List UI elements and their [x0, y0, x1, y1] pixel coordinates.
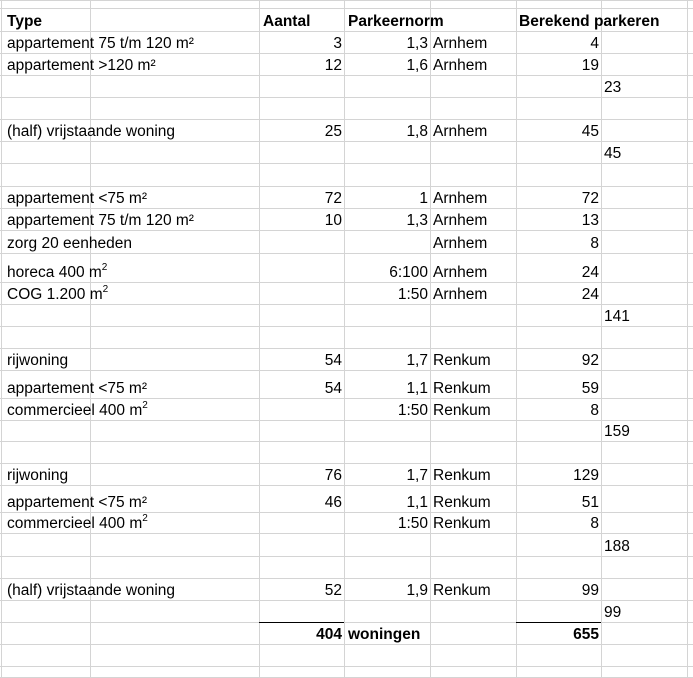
cell-berekend[interactable]: 92 [581, 351, 599, 369]
table-row [0, 485, 693, 512]
cell-gemeente[interactable]: Arnhem [433, 122, 488, 140]
total-label[interactable]: woningen [348, 625, 421, 643]
cell-gemeente[interactable]: Renkum [433, 581, 491, 599]
cell-aantal[interactable] [259, 556, 344, 578]
header-berekend[interactable]: Berekend parkeren [519, 12, 660, 30]
table-row [0, 463, 693, 485]
cell-type[interactable]: rijwoning [7, 466, 69, 484]
cell-berekend[interactable] [516, 163, 601, 186]
cell-type[interactable] [7, 556, 259, 578]
cell-gemeente[interactable]: Arnhem [433, 263, 488, 281]
table-row [0, 304, 693, 326]
cell-subtotaal[interactable] [601, 512, 693, 533]
cell-type[interactable]: appartement <75 m² [7, 493, 148, 511]
cell-parkeernorm[interactable]: 1,6 [406, 56, 428, 74]
superscript: 2 [142, 513, 148, 524]
cell-berekend[interactable] [516, 556, 601, 578]
table-row [0, 370, 693, 398]
table-row [0, 230, 693, 253]
cell-berekend[interactable]: 24 [581, 285, 599, 303]
cell-gemeente[interactable]: Arnhem [433, 189, 488, 207]
cell-parkeernorm[interactable] [344, 304, 430, 326]
cell-aantal[interactable]: 52 [324, 581, 342, 599]
cell-subtotaal[interactable] [601, 370, 693, 398]
cell-aantal[interactable]: 3 [333, 34, 342, 52]
table-row [0, 600, 693, 622]
cell-berekend[interactable] [516, 75, 601, 97]
table-row [0, 533, 693, 556]
cell-berekend[interactable] [516, 304, 601, 326]
cell-aantal[interactable] [259, 600, 344, 622]
cell-berekend[interactable]: 24 [581, 263, 599, 281]
table-row [0, 578, 693, 600]
table-row [0, 556, 693, 578]
cell-parkeernorm[interactable]: 1,9 [406, 581, 428, 599]
cell-aantal[interactable] [259, 141, 344, 163]
total-border-line [259, 622, 344, 623]
table-row [0, 512, 693, 533]
cell-parkeernorm[interactable] [344, 556, 430, 578]
cell-aantal[interactable] [259, 326, 344, 348]
cell-subtotaal[interactable] [601, 556, 693, 578]
table-row [0, 420, 693, 441]
cell-gemeente[interactable] [430, 75, 516, 97]
total-berekend[interactable]: 655 [573, 625, 599, 643]
cell-aantal[interactable] [259, 533, 344, 556]
cell-type[interactable]: horeca 400 m $^2$ [7, 262, 108, 281]
cell-aantal[interactable] [259, 97, 344, 119]
cell-aantal[interactable]: 54 [324, 379, 342, 397]
cell-type[interactable] [7, 326, 259, 348]
cell-type[interactable]: (half) vrijstaande woning [7, 122, 176, 140]
cell-subtotaal[interactable] [601, 31, 693, 53]
cell-parkeernorm[interactable]: 1:50 [397, 514, 428, 532]
cell-parkeernorm[interactable] [344, 326, 430, 348]
cell-aantal[interactable] [259, 230, 344, 253]
cell-gemeente[interactable]: Arnhem [433, 56, 488, 74]
table-row [0, 441, 693, 463]
cell-type[interactable] [7, 304, 259, 326]
cell-type[interactable]: commercieel 400 m $^2$ [7, 400, 148, 419]
cell-subtotaal[interactable]: 188 [604, 537, 630, 555]
cell-gemeente[interactable]: Arnhem [433, 234, 488, 252]
cell-berekend[interactable] [516, 441, 601, 463]
cell-parkeernorm[interactable] [344, 75, 430, 97]
cell-parkeernorm[interactable]: 6:100 [389, 263, 428, 281]
cell-berekend[interactable]: 99 [581, 581, 599, 599]
cell-berekend[interactable]: 8 [590, 234, 599, 252]
table-row [0, 348, 693, 370]
cell-parkeernorm[interactable]: 1,7 [406, 351, 428, 369]
cell-type[interactable] [7, 420, 259, 441]
cell-aantal[interactable]: 10 [324, 211, 342, 229]
cell-parkeernorm[interactable] [344, 441, 430, 463]
cell-aantal[interactable] [259, 304, 344, 326]
cell-parkeernorm[interactable] [344, 420, 430, 441]
cell-type[interactable] [7, 97, 259, 119]
cell-aantal[interactable]: 46 [324, 493, 342, 511]
cell-gemeente[interactable]: Arnhem [433, 285, 488, 303]
table-row [0, 141, 693, 163]
cell-gemeente[interactable]: Renkum [433, 401, 491, 419]
cell-gemeente[interactable]: Renkum [433, 493, 491, 511]
cell-berekend[interactable]: 13 [581, 211, 599, 229]
cell-type[interactable] [7, 163, 259, 186]
cell-subtotaal[interactable] [601, 578, 693, 600]
cell-aantal[interactable] [259, 398, 344, 420]
total-aantal[interactable]: 404 [316, 625, 342, 643]
cell-gemeente[interactable]: Arnhem [433, 34, 488, 52]
cell-parkeernorm[interactable]: 1:50 [397, 285, 428, 303]
cell-berekend[interactable] [516, 600, 601, 622]
cell-type[interactable] [7, 75, 259, 97]
cell-subtotaal[interactable] [601, 163, 693, 186]
cell-gemeente[interactable] [430, 600, 516, 622]
cell-berekend[interactable]: 72 [581, 189, 599, 207]
cell-type[interactable]: commercieel 400 m $^2$ [7, 513, 148, 532]
table-row [0, 53, 693, 75]
table-row [0, 326, 693, 348]
grid-row-line [0, 666, 693, 667]
cell-parkeernorm[interactable]: 1,8 [406, 122, 428, 140]
cell-parkeernorm[interactable] [344, 163, 430, 186]
cell-berekend[interactable] [516, 420, 601, 441]
cell-berekend[interactable]: 129 [573, 466, 599, 484]
cell-parkeernorm[interactable]: 1,1 [406, 493, 428, 511]
cell-berekend[interactable]: 8 [590, 514, 599, 532]
cell-type[interactable]: appartement >120 m² [7, 56, 156, 74]
superscript: 2 [102, 284, 109, 295]
cell-type[interactable] [7, 141, 259, 163]
cell-parkeernorm[interactable]: 1:50 [397, 401, 428, 419]
table-row [0, 398, 693, 420]
cell-parkeernorm[interactable] [344, 230, 430, 253]
cell-type[interactable] [7, 441, 259, 463]
cell-aantal[interactable] [259, 282, 344, 304]
cell-subtotaal[interactable] [601, 119, 693, 141]
cell-gemeente[interactable] [430, 163, 516, 186]
cell-subtotaal[interactable] [601, 441, 693, 463]
cell-aantal[interactable] [259, 512, 344, 533]
cell-subtotaal[interactable]: 159 [604, 422, 630, 440]
cell-type[interactable]: appartement <75 m² [7, 189, 148, 207]
cell-subtotaal[interactable] [601, 398, 693, 420]
cell-berekend[interactable]: 51 [581, 493, 599, 511]
header-row [0, 0, 693, 31]
header-parkeernorm[interactable]: Parkeernorm [348, 12, 444, 30]
cell-subtotaal[interactable] [601, 97, 693, 119]
cell-gemeente[interactable] [430, 141, 516, 163]
header-aantal[interactable]: Aantal [263, 12, 311, 30]
grid-row-line [0, 644, 693, 645]
totals-row [0, 622, 693, 644]
cell-parkeernorm[interactable]: 1,3 [406, 34, 428, 52]
cell-type[interactable]: rijwoning [7, 351, 69, 369]
cell-subtotaal[interactable] [601, 186, 693, 208]
cell-subtotaal[interactable] [601, 208, 693, 230]
cell-gemeente[interactable] [430, 441, 516, 463]
cell-type[interactable]: zorg 20 eenheden [7, 234, 132, 252]
cell-subtotaal[interactable] [601, 230, 693, 253]
cell-berekend[interactable] [516, 326, 601, 348]
header-type[interactable]: Type [7, 12, 43, 30]
cell-subtotaal[interactable] [601, 282, 693, 304]
cell-parkeernorm[interactable]: 1 [419, 189, 428, 207]
cell-gemeente[interactable]: Arnhem [433, 211, 488, 229]
cell-berekend[interactable]: 8 [590, 401, 599, 419]
cell-subtotaal[interactable] [601, 53, 693, 75]
cell-subtotaal[interactable]: 23 [604, 78, 622, 96]
cell-gemeente[interactable] [430, 533, 516, 556]
cell-aantal[interactable]: 12 [324, 56, 342, 74]
cell-subtotaal[interactable]: 99 [604, 603, 622, 621]
cell-subtotaal[interactable]: 141 [604, 307, 630, 325]
table-row [0, 186, 693, 208]
superscript: 2 [101, 262, 108, 273]
cell-gemeente[interactable]: Renkum [433, 466, 491, 484]
cell-type[interactable] [7, 533, 259, 556]
table-row [0, 97, 693, 119]
cell-parkeernorm[interactable]: 1,3 [406, 211, 428, 229]
cell-berekend[interactable]: 45 [581, 122, 599, 140]
cell-aantal[interactable]: 25 [324, 122, 342, 140]
cell-aantal[interactable] [259, 163, 344, 186]
table-row [0, 253, 693, 282]
cell-berekend[interactable] [516, 533, 601, 556]
cell-subtotaal[interactable]: 45 [604, 144, 622, 162]
superscript: 2 [142, 400, 148, 411]
cell-aantal[interactable]: 72 [324, 189, 342, 207]
cell-parkeernorm[interactable] [344, 533, 430, 556]
cell-type[interactable]: appartement 75 t/m 120 m² [7, 211, 194, 229]
cell-berekend[interactable]: 19 [581, 56, 599, 74]
cell-aantal[interactable] [259, 420, 344, 441]
table-row [0, 31, 693, 53]
cell-gemeente[interactable] [430, 304, 516, 326]
cell-subtotaal[interactable] [601, 326, 693, 348]
cell-parkeernorm[interactable] [344, 141, 430, 163]
cell-parkeernorm[interactable]: 1,7 [406, 466, 428, 484]
cell-aantal[interactable] [259, 75, 344, 97]
table-row [0, 282, 693, 304]
cell-parkeernorm[interactable]: 1,1 [406, 379, 428, 397]
cell-subtotaal[interactable] [601, 348, 693, 370]
cell-berekend[interactable] [516, 97, 601, 119]
table-row [0, 119, 693, 141]
cell-gemeente[interactable]: Renkum [433, 379, 491, 397]
cell-type[interactable]: appartement 75 t/m 120 m² [7, 34, 194, 52]
cell-subtotaal[interactable] [601, 485, 693, 512]
cell-gemeente[interactable]: Renkum [433, 514, 491, 532]
cell-type[interactable]: COG 1.200 m $^2$ [7, 284, 109, 303]
cell-subtotaal[interactable] [601, 463, 693, 485]
cell-berekend[interactable]: 4 [590, 34, 599, 52]
cell-aantal[interactable] [259, 441, 344, 463]
cell-aantal[interactable] [259, 253, 344, 282]
table-row [0, 163, 693, 186]
cell-type[interactable] [7, 600, 259, 622]
cell-parkeernorm[interactable] [344, 600, 430, 622]
cell-type[interactable]: appartement <75 m² [7, 379, 148, 397]
table-row [0, 208, 693, 230]
table-row [0, 75, 693, 97]
cell-berekend[interactable]: 59 [581, 379, 599, 397]
cell-gemeente[interactable] [430, 420, 516, 441]
cell-gemeente[interactable] [430, 326, 516, 348]
cell-gemeente[interactable] [430, 97, 516, 119]
cell-subtotaal[interactable] [601, 253, 693, 282]
cell-parkeernorm[interactable] [344, 97, 430, 119]
total-border-line [516, 622, 601, 623]
cell-aantal[interactable]: 76 [324, 466, 342, 484]
cell-gemeente[interactable] [430, 556, 516, 578]
cell-berekend[interactable] [516, 141, 601, 163]
cell-type[interactable]: (half) vrijstaande woning [7, 581, 176, 599]
cell-aantal[interactable]: 54 [324, 351, 342, 369]
cell-gemeente[interactable]: Renkum [433, 351, 491, 369]
